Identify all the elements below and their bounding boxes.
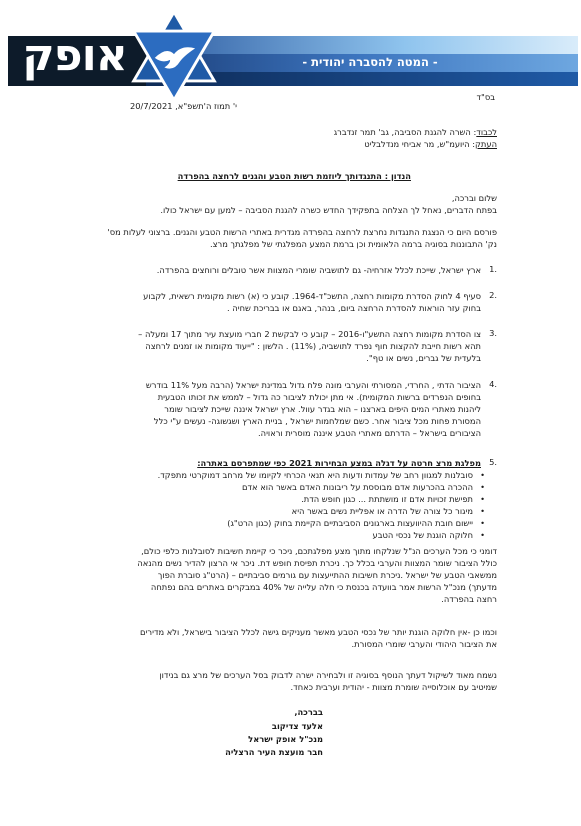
bsd-mark: בס"ד xyxy=(476,92,495,102)
signature-title: מנכ"ל אופק ישראל xyxy=(248,734,323,744)
bullet-item: • תפישת זכויות אדם זו מושתתת ... כגון חופש הדת. xyxy=(301,493,473,505)
item-number: 1. xyxy=(489,264,497,274)
item-number: 4. xyxy=(489,379,497,389)
bullet-item: • סובלנות למגוון רחב של עמדות ודעות היא תנאי הכרחי לקיומו של מרחב דמוקרטי מתפקד. xyxy=(158,469,473,481)
bullet-item: • מיגור כל צורה של הדרה או אפליית נשים באשר היא xyxy=(292,505,473,517)
item-number: 5. xyxy=(489,457,497,467)
star-of-david-dove-icon xyxy=(126,8,222,104)
closing-paragraph-line: מדעתך) מנכ"ל הרשות אמר בוועדה בכנסת כי חלה עלייה של 40% במבקרים באתרים בהם נפתחה xyxy=(150,582,497,592)
item-line: הציבור הדתי , החרדי, המסורתי והערבי מונה פלח גדול במדינת ישראל (הרבה מעל 11% בודרש xyxy=(145,380,481,390)
item-line: הציבורים בישראל – הדרתם מאתרי הטבע איננה מוסרית וראויה. xyxy=(258,428,481,438)
signature-regards: בברכה, xyxy=(294,707,323,717)
signature-role: חבר מועצת העיר הרצליה xyxy=(225,747,323,757)
item-line: ליהנות מאתרי המים היפים בארצנו – הוא בגדר עוול. ארץ ישראל איננה שייכת לציבור שומר xyxy=(164,404,481,414)
closing-paragraph-line: וכמו כן -אין חלוקה הוגנת יותר של נכסי הטבע מאשר מעניקים גישה לכלל הציבור בישראל, ולא מדירים xyxy=(140,627,497,637)
item-line: בחוק עזר הוראות להסדרת הרחצה ביום, בנהר, באגם או בבריכת שחיה . xyxy=(227,303,481,313)
closing-paragraph-line: נשמח מאוד לשיקול דעתך הנוסף בסוגיה זו ולבחירה ישרה לדבוק בסל הערכים של מרצ גם בנידון xyxy=(159,670,497,680)
letter-date: י' תמוז ה'תשפ"א, 20/7/2021 xyxy=(129,101,237,111)
item-number: 2. xyxy=(489,290,497,300)
intro-paragraph: בפתח הדברים, נאחל לך הצלחה בתפקידך החדש כשרה להגנת הסביבה – למען עם ישראל כולו. xyxy=(160,205,497,215)
item-line: המסורת פחות מכל ציבור אחר. כשם שמלחמות ישראל , בניית הארץ ושגשוגה- נעשים ע"י כלל xyxy=(153,416,481,426)
item-line: צו הסדרת מקומות רחצה התשע"ו-2016 – קובע כי לבקשת 2 חברי מועצת עיר מתוך 17 ומעלה – xyxy=(138,329,481,339)
item-line: תהא רשות חייבת להקצות חוף נפרד לתושביה, (11%) . הלשון : "ייעוד מקומות או זמנים לרחצה xyxy=(145,341,481,351)
signature-name: אלעד צדיקוב xyxy=(271,721,323,731)
cc-text: : היועמ"ש, מר אביחי מנדלבליט xyxy=(364,139,476,149)
recipient-line xyxy=(334,126,497,138)
item-line: בחופים הנפרדים ברשות המקומית). אי מתן יכולת לציבור כה גדול – לממש את זכותו הטבעית xyxy=(157,392,481,402)
closing-paragraph-line: ממשאבי הטבע של ישראל .ניכרת חשיבות ההתייעצות עם גורמים סביבתיים – (הרט"ג סוברת הפוך xyxy=(157,570,497,580)
item-line: מפלגת מרצ חרטה על דגלה במצע הבחירות 2021 כפי שמתפרסם באתרה: xyxy=(197,458,481,468)
bullet-item: • יישום חובת ההיוועצות בארגונים הסביבתיים הקיימת בחוק (כגון הרט"ג) xyxy=(227,517,473,529)
recipient-label: לכבוד xyxy=(476,127,497,137)
cc-line xyxy=(364,138,497,150)
item-number: 3. xyxy=(489,328,497,338)
greeting: שלום וברכה, xyxy=(451,193,497,203)
closing-paragraph-line: דומני כי מכל הערכים הנ"ל שנלקחו מתוך מצע מפלגתכם, ניכר כי קיימת חשיבות לסובלנות כלפי כולם, xyxy=(141,546,497,556)
logo-text: אופק xyxy=(22,30,127,81)
closing-paragraph-line: את הציבור היהודי והערבי שומרי המסורת. xyxy=(351,639,497,649)
letter-subject: הנדון : התנגדותך ליוזמת רשות הטבע והגנים לרחצה בהפרדה xyxy=(177,171,411,181)
bullet-item: • חלוקה הוגנת של נכסי הטבע xyxy=(373,529,473,541)
bullet-item: • ההכרה בהכרעות אדם מבוססת על ריבונות האדם באשר הוא אדם xyxy=(242,481,473,493)
closing-paragraph-line: שמיטיב עם אוכלוסייה שומרת מצוות - יהודית וערבית כאחד. xyxy=(290,682,497,692)
opening-paragraph-line: פורסם היום כי הנצגת התנגדות נחרצת לרחצה בהפרדה מגדרית באתרי הרשות הטבע והגנים. ברצוני לעלות מס' xyxy=(107,227,497,237)
item-line: סעיף 4 לחוק הסדרת מקומות רחצה, התשכ"ד-1964. קובע כי (א) רשות מקומית רשאית, לקבוע xyxy=(143,291,481,301)
letterhead-slogan: - המטה להסברה יהודית - xyxy=(302,55,438,69)
opening-paragraph-line: נק' התבוננות בסוגיה ברמה הלאומית וכן ברמת המצע המפלגתי של מפלגתך מרצ. xyxy=(209,239,497,249)
item-line: ארץ ישראל, שייכת לכלל אזרחיה- גם לתושביה שומרי המצוות אשר טובלים ורוחצים בהפרדה. xyxy=(156,265,481,275)
item-line: בלעדית של גברים, נשים או טף". xyxy=(366,353,481,363)
closing-paragraph-line: כולל הציבור שומר המצוות והערבי בכלל כך. ניכרת תפיסת חופש דת. ניכר אי הרצון להדיר נשים מהנאה xyxy=(137,558,497,568)
recipient-text: : השרה להגנת הסביבה, גב' תמר זנדברג xyxy=(333,127,477,137)
cc-label: העתק xyxy=(475,139,497,149)
closing-paragraph-line: רחצה בהפרדה. xyxy=(441,594,497,604)
